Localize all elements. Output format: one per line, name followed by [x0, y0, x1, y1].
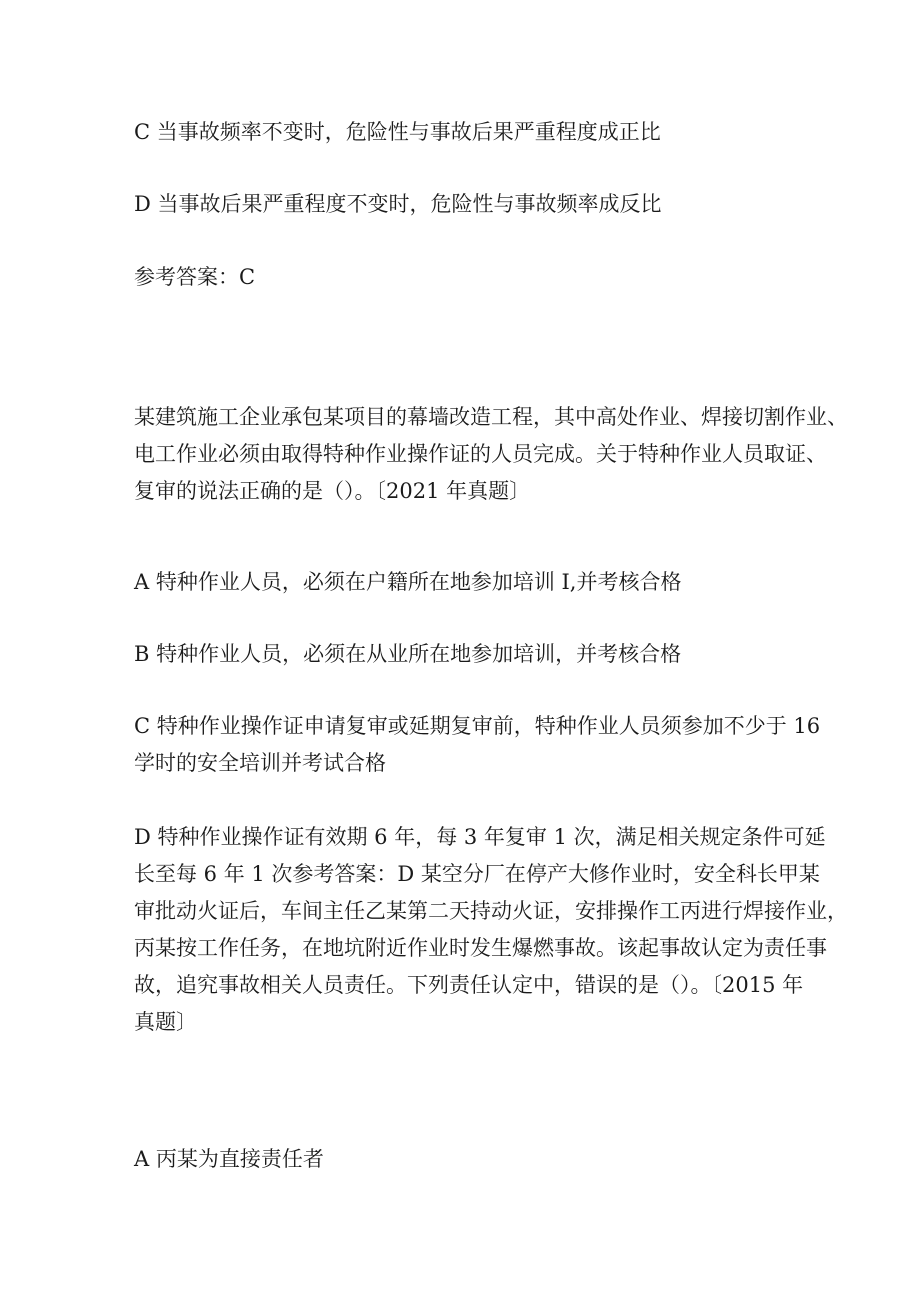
answer-previous-question: [134, 259, 804, 296]
text-line: 审批动火证后，车间主任乙某第二天持动火证，安排操作工丙进行焊接作业，: [134, 899, 848, 923]
question-1-option-d-and-question-2-stem: [134, 819, 848, 1041]
text-line: 参考答案：C: [134, 265, 256, 289]
question-1-stem: [134, 399, 848, 510]
text-line: 丙某按工作任务，在地坑附近作业时发生爆燃事故。该起事故认定为责任事: [134, 936, 827, 960]
text-line: 长至每 6 年 1 次参考答案：D 某空分厂在停产大修作业时，安全科长甲某: [134, 862, 820, 886]
text-line: 复审的说法正确的是（）。〔2021 年真题〕: [134, 479, 531, 503]
text-line: C 特种作业操作证申请复审或延期复审前，特种作业人员须参加不少于 16: [134, 714, 821, 738]
text-line: 电工作业必须由取得特种作业操作证的人员完成。关于特种作业人员取证、: [134, 442, 827, 466]
text-line: 学时的安全培训并考试合格: [134, 751, 386, 775]
text-line: B 特种作业人员，必须在从业所在地参加培训，并考核合格: [134, 642, 682, 666]
text-line: D 特种作业操作证有效期 6 年，每 3 年复审 1 次，满足相关规定条件可延: [134, 825, 826, 849]
text-line: D 当事故后果严重程度不变时，危险性与事故频率成反比: [134, 192, 662, 216]
text-line: A 丙某为直接责任者: [134, 1147, 324, 1171]
option-c-previous-question: [134, 114, 804, 151]
question-2-option-a: [134, 1141, 804, 1178]
text-line: C 当事故频率不变时，危险性与事故后果严重程度成正比: [134, 120, 661, 144]
question-1-option-a: [134, 564, 804, 601]
question-1-option-b: [134, 636, 804, 673]
option-d-previous-question: [134, 186, 804, 223]
text-line: 故，追究事故相关人员责任。下列责任认定中，错误的是（）。〔2015 年: [134, 973, 804, 997]
text-line: A 特种作业人员，必须在户籍所在地参加培训 I,并考核合格: [134, 570, 682, 594]
text-line: 某建筑施工企业承包某项目的幕墙改造工程，其中高处作业、焊接切割作业、: [134, 405, 848, 429]
question-1-option-c: [134, 708, 821, 782]
text-line: 真题〕: [134, 1010, 197, 1034]
